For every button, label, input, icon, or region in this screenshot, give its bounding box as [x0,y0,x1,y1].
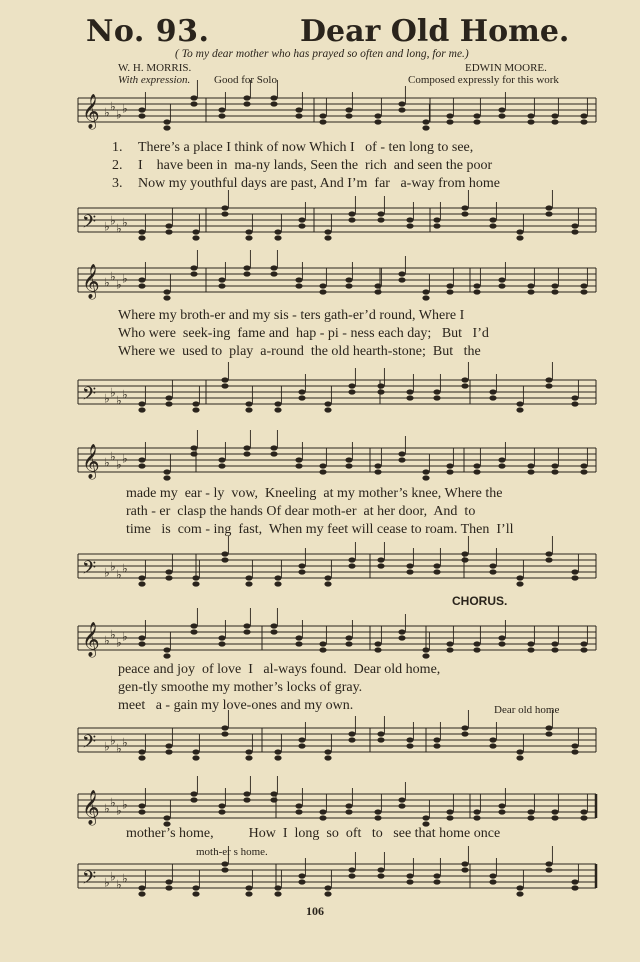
svg-text:♭: ♭ [110,627,116,642]
bass-cue-mothers-home: moth-er s home. [196,846,268,858]
lyric-v3-l1: Now my youthful days are past, And I’m far a-way from home [138,176,500,191]
lyric-v3-l2: Where we used to play a-round the old hearth-stone; But the [118,344,481,359]
lyric-v2-l4: gen-tly smoothe my mother’s locks of gray. [118,680,363,695]
lyric-v3-l4: meet a - gain my love-ones and my own. [118,698,354,713]
svg-text:♭: ♭ [122,871,128,886]
svg-text:♭: ♭ [110,385,116,400]
lyric-v2-l2: Who were seek-ing fame and hap - pi - ness each day; But I’d [118,326,489,341]
lyric-v1-l2: Where my broth-er and my sis - ters gath-er’d round, Where I [118,308,465,323]
composer-note: Composed expressly for this work [408,74,559,86]
svg-text:♭: ♭ [116,803,122,818]
svg-text:♭: ♭ [122,797,128,812]
bass-staff-1 [0,200,640,250]
svg-text:♭: ♭ [104,633,110,648]
svg-text:♭: ♭ [116,567,122,582]
bass-cue-dear-old-home: Dear old home [494,704,560,716]
svg-text:♭: ♭ [110,213,116,228]
svg-text:♭: ♭ [116,741,122,756]
svg-text:♭: ♭ [104,219,110,234]
treble-staff-1 [0,90,640,140]
bass-staff-4 [0,720,640,770]
svg-text:♭: ♭ [110,99,116,114]
svg-text:♭: ♭ [104,391,110,406]
svg-text:♭: ♭ [122,271,128,286]
svg-text:♭: ♭ [122,387,128,402]
svg-text:𝄞: 𝄞 [82,444,100,479]
treble-staff-2 [0,260,640,310]
svg-text:♭: ♭ [122,101,128,116]
page-number: 106 [306,904,324,918]
lyric-v1-l1: There’s a place I think of now Which I of - ten long to see, [138,140,474,155]
svg-text:♭: ♭ [110,559,116,574]
svg-text:𝄞: 𝄞 [82,790,100,825]
svg-text:♭: ♭ [122,735,128,750]
svg-text:♭: ♭ [116,221,122,236]
svg-text:𝄢: 𝄢 [82,212,97,237]
lyric-v1-l3: made my ear - ly vow, Kneeling at my mother’s knee, Where the [126,486,503,501]
svg-text:♭: ♭ [116,393,122,408]
svg-text:𝄢: 𝄢 [82,732,97,757]
svg-text:♭: ♭ [116,457,122,472]
svg-text:𝄞: 𝄞 [82,94,100,129]
svg-text:𝄞: 𝄞 [82,622,100,657]
svg-text:♭: ♭ [116,877,122,892]
svg-text:♭: ♭ [104,565,110,580]
svg-text:♭: ♭ [122,561,128,576]
composer: EDWIN MOORE. [465,62,547,74]
hymn-title: Dear Old Home. [300,14,570,49]
svg-text:♭: ♭ [104,875,110,890]
lyric-v1-l4: peace and joy of love I al-ways found. Dear old home, [118,662,441,677]
treble-staff-4 [0,618,640,668]
bass-staff-3 [0,546,640,596]
svg-text:𝄢: 𝄢 [82,384,97,409]
verse-number-2: 2. [112,158,123,173]
svg-text:♭: ♭ [122,629,128,644]
verse-number-1: 1. [112,140,123,155]
svg-text:♭: ♭ [116,277,122,292]
svg-text:♭: ♭ [116,635,122,650]
expression-mark: With expression. [118,74,191,86]
svg-text:♭: ♭ [110,733,116,748]
chorus-label: CHORUS. [452,594,508,608]
svg-text:♭: ♭ [104,275,110,290]
verse-number-3: 3. [112,176,123,191]
svg-text:♭: ♭ [104,105,110,120]
svg-text:♭: ♭ [104,455,110,470]
lyricist: W. H. MORRIS. [118,62,192,74]
bass-staff-5 [0,856,640,906]
lyric-v2-l3: rath - er clasp the hands Of dear moth-er at her door, And to [126,504,476,519]
lyric-v2-l1: I have been in ma-ny lands, Seen the rich and seen the poor [138,158,493,173]
svg-text:♭: ♭ [110,269,116,284]
svg-text:♭: ♭ [116,107,122,122]
bass-staff-2 [0,372,640,422]
hymn-number: No. 93. [86,14,210,49]
solo-note: Good for Solo [214,74,277,86]
svg-text:♭: ♭ [104,739,110,754]
svg-text:♭: ♭ [104,801,110,816]
svg-text:♭: ♭ [122,451,128,466]
treble-staff-3 [0,440,640,490]
svg-text:𝄢: 𝄢 [82,558,97,583]
lyric-v3-l3: time is com - ing fast, When my feet will cease to roam. Then I’ll [126,522,514,537]
svg-text:♭: ♭ [122,215,128,230]
svg-text:𝄞: 𝄞 [82,264,100,299]
svg-text:♭: ♭ [110,449,116,464]
svg-text:♭: ♭ [110,795,116,810]
dedication: ( To my dear mother who has prayed so often and long, for me.) [175,48,469,60]
svg-text:𝄢: 𝄢 [82,868,97,893]
lyric-chorus-line: mother’s home, How I long so oft to see that home once [126,826,501,841]
svg-text:♭: ♭ [110,869,116,884]
